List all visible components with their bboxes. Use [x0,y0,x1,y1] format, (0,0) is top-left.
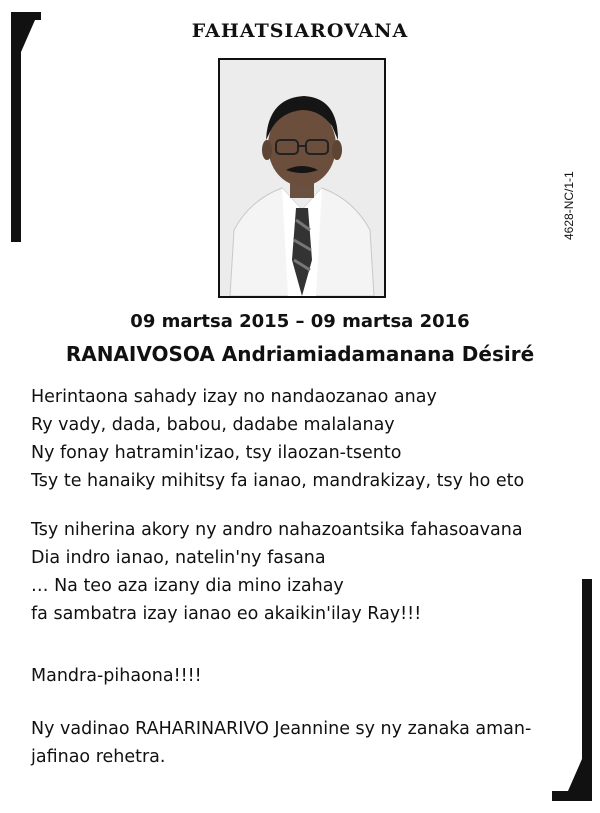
page-title: FAHATSIAROVANA [191,20,409,42]
poem-line: … Na teo aza izany dia mino izahay [31,576,344,596]
poem-line: Tsy niherina akory ny andro nahazoantsika fahasoavana [31,520,523,540]
family-line: jafinao rehetra. [31,747,166,767]
memorial-dates: 09 martsa 2015 – 09 martsa 2016 [130,311,470,332]
closing-line: Mandra-pihaona!!!! [31,666,202,686]
family-line: Ny vadinao RAHARINARIVO Jeannine sy ny zanaka aman- [31,719,532,739]
poem-line: Ny fonay hatramin'izao, tsy ilaozan-tsento [31,443,402,463]
family-signature [31,715,571,771]
deceased-name: RANAIVOSOA Andriamiadamanana Désiré [65,342,535,366]
reference-code-text: 4628-NC/1-1 [562,171,576,240]
poem-stanza-2 [31,516,571,628]
poem-line: Ry vady, dada, babou, dadabe malalanay [31,415,395,435]
portrait-image [220,60,384,296]
poem-stanza-1 [31,383,571,495]
portrait-photo [218,58,386,298]
poem-line: Dia indro ianao, natelin'ny fasana [31,548,326,568]
reference-code [562,171,582,254]
poem-line: Tsy te hanaiky mihitsy fa ianao, mandrakizay, tsy ho eto [31,471,525,491]
poem-line: Herintaona sahady izay no nandaozanao anay [31,387,437,407]
poem-line: fa sambatra izay ianao eo akaikin'ilay Ray!!! [31,604,422,624]
frame-corner-top-left [11,12,41,242]
